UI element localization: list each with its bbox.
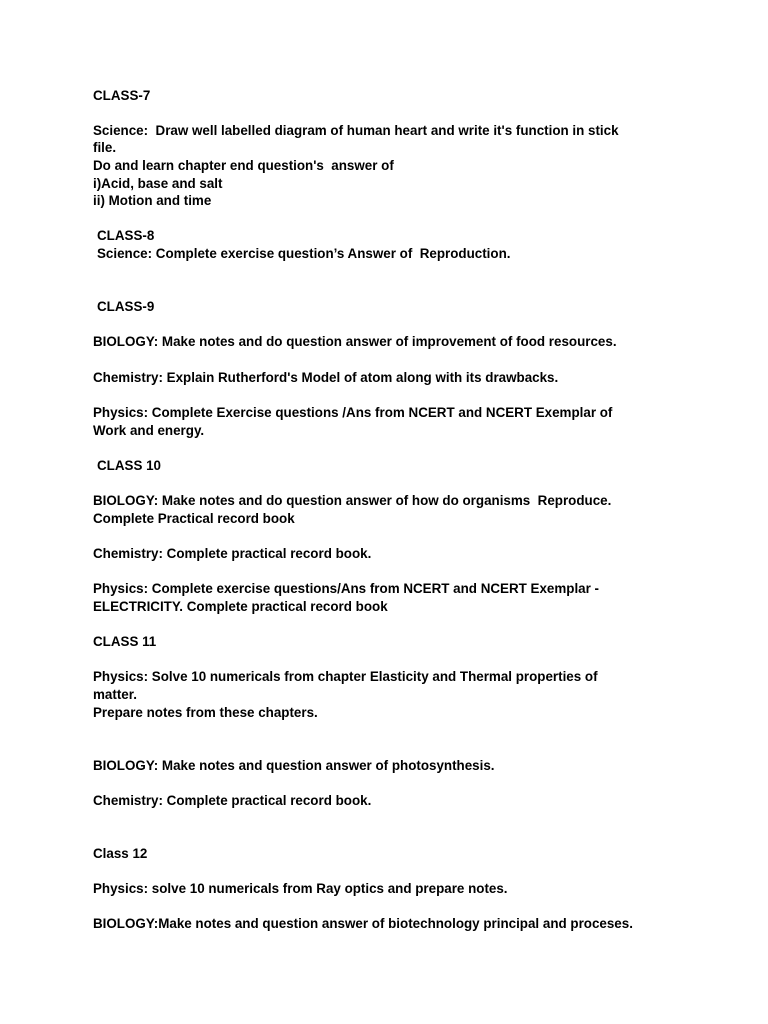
class10-physics-line-2: ELECTRICITY. Complete practical record book xyxy=(93,599,388,614)
class9-chemistry: Chemistry: Explain Rutherford's Model of atom along with its drawbacks. xyxy=(93,370,559,385)
class7-science-line-1: Science: Draw well labelled diagram of human heart and write it's function in stick xyxy=(93,123,619,138)
class7-learn-line: Do and learn chapter end question's answer of xyxy=(93,158,394,173)
class12-biology: BIOLOGY:Make notes and question answer of biotechnology principal and proceses. xyxy=(93,916,633,931)
class12-physics: Physics: solve 10 numericals from Ray optics and prepare notes. xyxy=(93,881,508,896)
class10-biology-line-2: Complete Practical record book xyxy=(93,511,295,526)
class9-biology: BIOLOGY: Make notes and do question answer of improvement of food resources. xyxy=(93,334,617,349)
class9-heading: CLASS-9 xyxy=(97,299,155,314)
class11-physics-line-3: Prepare notes from these chapters. xyxy=(93,705,318,720)
class10-biology-line-1: BIOLOGY: Make notes and do question answer of how do organisms Reproduce. xyxy=(93,493,612,508)
class11-heading: CLASS 11 xyxy=(93,634,157,649)
class11-biology: BIOLOGY: Make notes and question answer of photosynthesis. xyxy=(93,758,495,773)
class7-science-line-2: file. xyxy=(93,140,117,155)
class11-chemistry: Chemistry: Complete practical record book. xyxy=(93,793,372,808)
class10-physics-line-1: Physics: Complete exercise questions/Ans from NCERT and NCERT Exemplar - xyxy=(93,581,600,596)
class9-physics-line-1: Physics: Complete Exercise questions /Ans from NCERT and NCERT Exemplar of xyxy=(93,405,613,420)
class10-heading: CLASS 10 xyxy=(97,458,161,473)
class10-chemistry: Chemistry: Complete practical record book. xyxy=(93,546,372,561)
class11-physics-line-2: matter. xyxy=(93,687,137,702)
class7-item-2: ii) Motion and time xyxy=(93,193,212,208)
class8-heading: CLASS-8 xyxy=(97,228,155,243)
class7-heading: CLASS-7 xyxy=(93,88,151,103)
class11-physics-line-1: Physics: Solve 10 numericals from chapter Elasticity and Thermal properties of xyxy=(93,669,598,684)
class9-physics-line-2: Work and energy. xyxy=(93,423,205,438)
class7-item-1: i)Acid, base and salt xyxy=(93,176,223,191)
class8-science: Science: Complete exercise question’s Answer of Reproduction. xyxy=(97,246,511,261)
class12-heading: Class 12 xyxy=(93,846,148,861)
